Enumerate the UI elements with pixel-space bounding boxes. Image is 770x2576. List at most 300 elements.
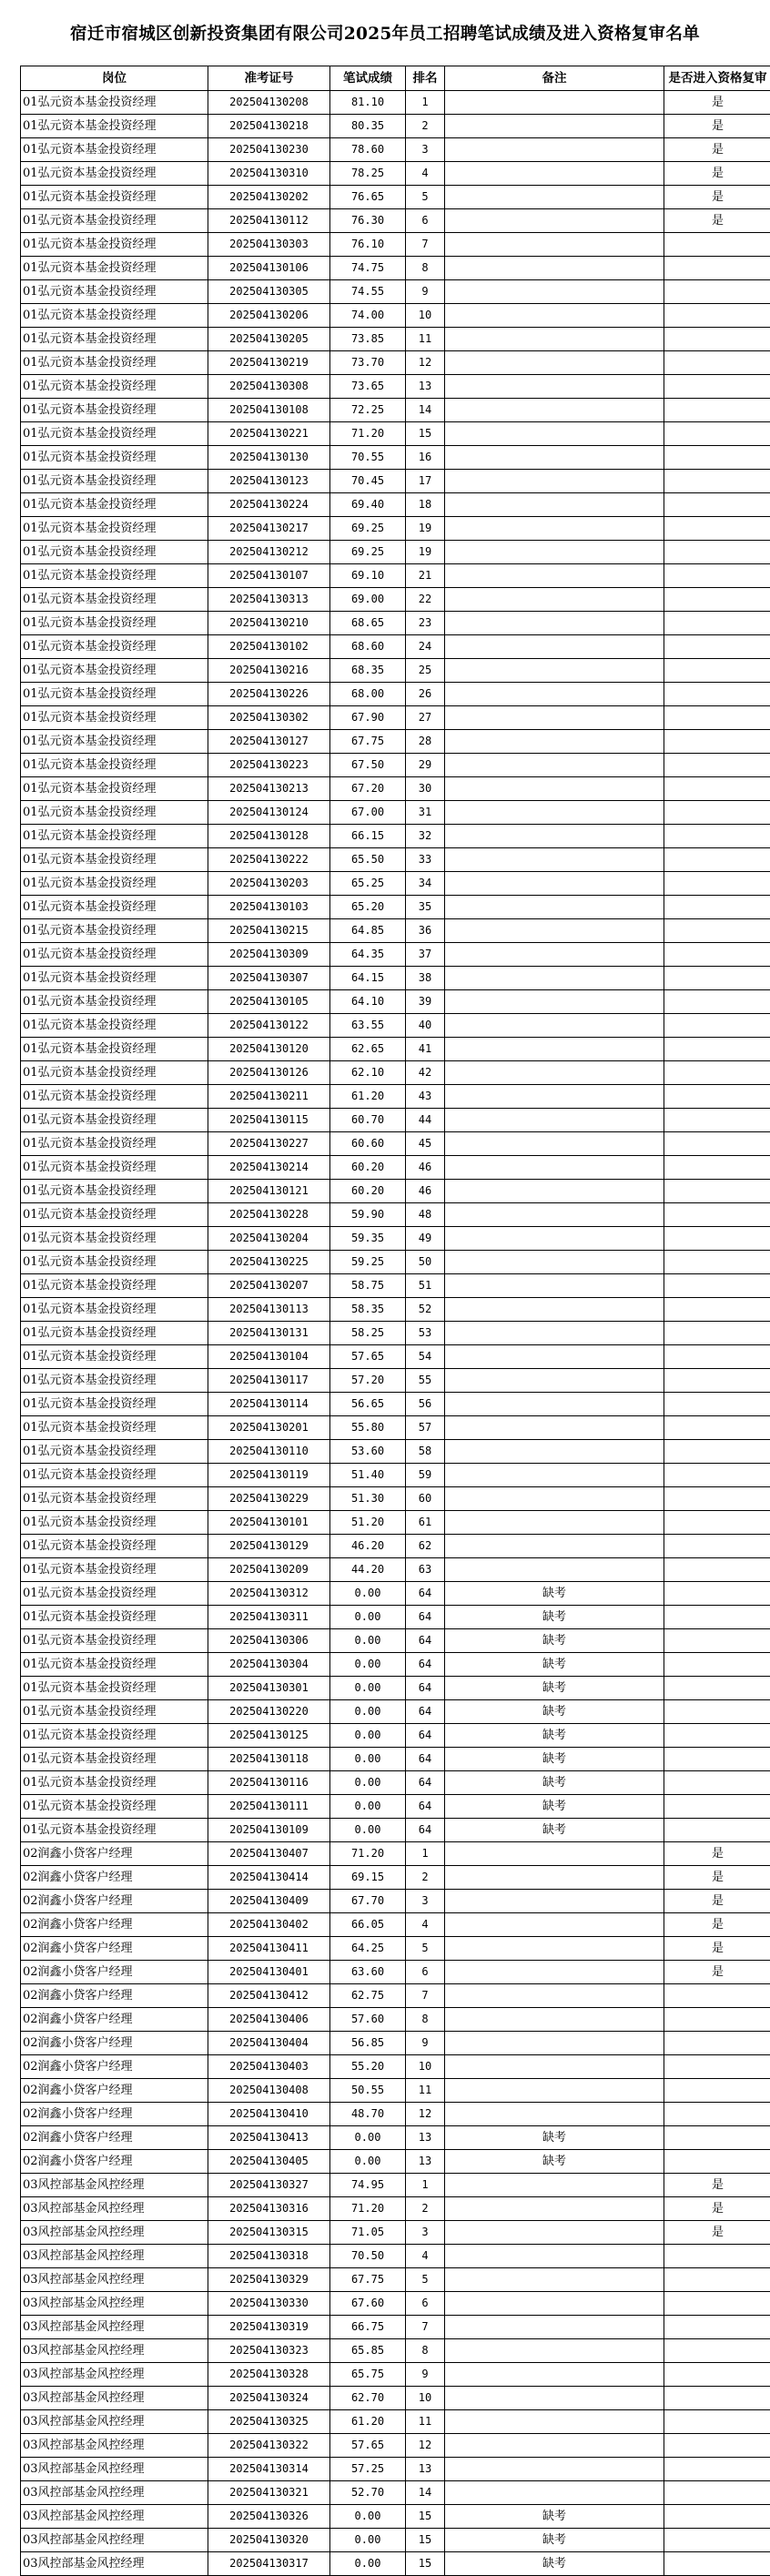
cell-qualified: 是 [664, 91, 770, 115]
cell-score: 59.35 [330, 1227, 406, 1251]
cell-position: 01弘元资本基金投资经理 [21, 1819, 208, 1842]
cell-qualified [664, 2103, 770, 2126]
table-row [21, 1677, 770, 1700]
cell-position: 01弘元资本基金投资经理 [21, 280, 208, 304]
cell-rank: 2 [406, 1866, 445, 1890]
table-row [21, 1819, 770, 1842]
cell-score: 0.00 [330, 2150, 406, 2174]
cell-qualified [664, 1227, 770, 1251]
cell-remarks [445, 730, 664, 754]
cell-qualified [664, 1606, 770, 1629]
cell-qualified [664, 2481, 770, 2505]
cell-score: 65.50 [330, 848, 406, 872]
cell-score: 66.75 [330, 2316, 406, 2339]
cell-position: 01弘元资本基金投资经理 [21, 1227, 208, 1251]
cell-remarks [445, 1203, 664, 1227]
cell-remarks [445, 659, 664, 683]
cell-score: 69.15 [330, 1866, 406, 1890]
cell-ticket-number: 202504130214 [208, 1156, 330, 1180]
cell-rank: 39 [406, 990, 445, 1014]
table-row [21, 1203, 770, 1227]
cell-position: 02润鑫小贷客户经理 [21, 1842, 208, 1866]
cell-qualified [664, 2292, 770, 2316]
cell-remarks [445, 990, 664, 1014]
cell-position: 01弘元资本基金投资经理 [21, 1700, 208, 1724]
cell-position: 02润鑫小贷客户经理 [21, 1984, 208, 2008]
cell-position: 01弘元资本基金投资经理 [21, 138, 208, 162]
cell-rank: 51 [406, 1274, 445, 1298]
cell-remarks: 缺考 [445, 1653, 664, 1677]
cell-remarks [445, 2339, 664, 2363]
cell-score: 73.65 [330, 375, 406, 399]
cell-score: 0.00 [330, 1653, 406, 1677]
cell-score: 0.00 [330, 1677, 406, 1700]
cell-qualified [664, 2079, 770, 2103]
cell-remarks: 缺考 [445, 1819, 664, 1842]
cell-ticket-number: 202504130405 [208, 2150, 330, 2174]
cell-remarks [445, 2197, 664, 2221]
cell-qualified [664, 919, 770, 943]
cell-rank: 60 [406, 1487, 445, 1511]
table-row [21, 2458, 770, 2481]
cell-qualified [664, 2434, 770, 2458]
table-row [21, 186, 770, 209]
table-row [21, 1393, 770, 1416]
cell-rank: 64 [406, 1771, 445, 1795]
cell-remarks [445, 541, 664, 564]
table-row [21, 2032, 770, 2055]
cell-qualified [664, 1298, 770, 1322]
cell-ticket-number: 202504130204 [208, 1227, 330, 1251]
cell-rank: 59 [406, 1464, 445, 1487]
cell-rank: 14 [406, 2481, 445, 2505]
table-row [21, 848, 770, 872]
table-row [21, 2529, 770, 2552]
cell-score: 60.20 [330, 1180, 406, 1203]
table-row [21, 564, 770, 588]
table-row [21, 91, 770, 115]
cell-ticket-number: 202504130407 [208, 1842, 330, 1866]
table-row [21, 872, 770, 896]
table-row [21, 2410, 770, 2434]
cell-score: 66.05 [330, 1913, 406, 1937]
cell-ticket-number: 202504130413 [208, 2126, 330, 2150]
cell-remarks: 缺考 [445, 1748, 664, 1771]
cell-ticket-number: 202504130122 [208, 1014, 330, 1038]
cell-position: 01弘元资本基金投资经理 [21, 233, 208, 257]
cell-score: 0.00 [330, 1724, 406, 1748]
cell-rank: 42 [406, 1061, 445, 1085]
cell-score: 0.00 [330, 1795, 406, 1819]
cell-position: 01弘元资本基金投资经理 [21, 1298, 208, 1322]
cell-remarks: 缺考 [445, 2150, 664, 2174]
table-row [21, 2481, 770, 2505]
cell-ticket-number: 202504130112 [208, 209, 330, 233]
cell-rank: 3 [406, 2221, 445, 2245]
cell-ticket-number: 202504130312 [208, 1582, 330, 1606]
cell-ticket-number: 202504130205 [208, 328, 330, 351]
cell-score: 68.00 [330, 683, 406, 706]
cell-position: 01弘元资本基金投资经理 [21, 1629, 208, 1653]
table-row [21, 1511, 770, 1535]
cell-qualified [664, 2505, 770, 2529]
cell-rank: 37 [406, 943, 445, 967]
cell-position: 01弘元资本基金投资经理 [21, 1606, 208, 1629]
cell-score: 44.20 [330, 1558, 406, 1582]
cell-position: 01弘元资本基金投资经理 [21, 91, 208, 115]
cell-rank: 53 [406, 1322, 445, 1345]
cell-position: 03风控部基金风控经理 [21, 2529, 208, 2552]
cell-ticket-number: 202504130310 [208, 162, 330, 186]
cell-score: 67.60 [330, 2292, 406, 2316]
cell-qualified [664, 1984, 770, 2008]
cell-rank: 12 [406, 351, 445, 375]
cell-ticket-number: 202504130410 [208, 2103, 330, 2126]
cell-score: 0.00 [330, 2552, 406, 2576]
cell-qualified [664, 328, 770, 351]
table-row [21, 1416, 770, 1440]
cell-qualified [664, 635, 770, 659]
table-body [21, 91, 770, 2576]
cell-rank: 4 [406, 162, 445, 186]
cell-score: 56.65 [330, 1393, 406, 1416]
cell-score: 69.25 [330, 517, 406, 541]
cell-rank: 7 [406, 2316, 445, 2339]
cell-ticket-number: 202504130224 [208, 493, 330, 517]
cell-qualified [664, 280, 770, 304]
cell-ticket-number: 202504130118 [208, 1748, 330, 1771]
table-row [21, 2174, 770, 2197]
table-row [21, 470, 770, 493]
cell-ticket-number: 202504130304 [208, 1653, 330, 1677]
cell-score: 57.25 [330, 2458, 406, 2481]
cell-score: 0.00 [330, 2505, 406, 2529]
cell-position: 01弘元资本基金投资经理 [21, 896, 208, 919]
table-row [21, 1700, 770, 1724]
cell-ticket-number: 202504130225 [208, 1251, 330, 1274]
cell-ticket-number: 202504130103 [208, 896, 330, 919]
cell-remarks [445, 422, 664, 446]
table-row [21, 1322, 770, 1345]
cell-ticket-number: 202504130114 [208, 1393, 330, 1416]
cell-rank: 11 [406, 2410, 445, 2434]
cell-qualified: 是 [664, 115, 770, 138]
cell-score: 71.20 [330, 2197, 406, 2221]
cell-score: 57.65 [330, 2434, 406, 2458]
cell-remarks [445, 1511, 664, 1535]
cell-ticket-number: 202504130315 [208, 2221, 330, 2245]
cell-qualified [664, 1771, 770, 1795]
cell-position: 01弘元资本基金投资经理 [21, 588, 208, 612]
header-qualified: 是否进入资格复审 [664, 66, 770, 91]
cell-position: 03风控部基金风控经理 [21, 2552, 208, 2576]
table-row [21, 919, 770, 943]
cell-rank: 64 [406, 1724, 445, 1748]
cell-qualified: 是 [664, 186, 770, 209]
table-row [21, 967, 770, 990]
table-row [21, 943, 770, 967]
cell-remarks [445, 2316, 664, 2339]
cell-position: 01弘元资本基金投资经理 [21, 872, 208, 896]
cell-rank: 8 [406, 2339, 445, 2363]
cell-qualified [664, 896, 770, 919]
cell-score: 62.70 [330, 2387, 406, 2410]
cell-qualified [664, 1014, 770, 1038]
cell-position: 01弘元资本基金投资经理 [21, 257, 208, 280]
cell-ticket-number: 202504130325 [208, 2410, 330, 2434]
cell-qualified [664, 1109, 770, 1132]
table-row [21, 2387, 770, 2410]
cell-ticket-number: 202504130113 [208, 1298, 330, 1322]
cell-rank: 48 [406, 1203, 445, 1227]
cell-ticket-number: 202504130222 [208, 848, 330, 872]
cell-ticket-number: 202504130212 [208, 541, 330, 564]
table-row [21, 896, 770, 919]
cell-score: 69.25 [330, 541, 406, 564]
cell-position: 03风控部基金风控经理 [21, 2410, 208, 2434]
cell-score: 65.25 [330, 872, 406, 896]
table-row [21, 517, 770, 541]
cell-qualified: 是 [664, 1913, 770, 1937]
document-title: 宿迁市宿城区创新投资集团有限公司2025年员工招聘笔试成绩及进入资格复审名单 [0, 0, 770, 66]
table-row [21, 1180, 770, 1203]
cell-qualified [664, 943, 770, 967]
cell-rank: 31 [406, 801, 445, 825]
table-row [21, 304, 770, 328]
cell-ticket-number: 202504130229 [208, 1487, 330, 1511]
cell-rank: 4 [406, 1913, 445, 1937]
cell-score: 64.35 [330, 943, 406, 967]
cell-rank: 15 [406, 2505, 445, 2529]
cell-ticket-number: 202504130228 [208, 1203, 330, 1227]
cell-remarks [445, 257, 664, 280]
cell-remarks: 缺考 [445, 2529, 664, 2552]
cell-position: 01弘元资本基金投资经理 [21, 683, 208, 706]
cell-rank: 45 [406, 1132, 445, 1156]
cell-rank: 9 [406, 2032, 445, 2055]
cell-ticket-number: 202504130408 [208, 2079, 330, 2103]
cell-ticket-number: 202504130126 [208, 1061, 330, 1085]
cell-position: 01弘元资本基金投资经理 [21, 1748, 208, 1771]
cell-score: 62.75 [330, 1984, 406, 2008]
cell-remarks [445, 233, 664, 257]
cell-score: 80.35 [330, 115, 406, 138]
table-row [21, 990, 770, 1014]
cell-qualified [664, 1677, 770, 1700]
table-row [21, 683, 770, 706]
cell-remarks [445, 1180, 664, 1203]
cell-position: 01弘元资本基金投资经理 [21, 564, 208, 588]
cell-remarks [445, 1109, 664, 1132]
cell-rank: 54 [406, 1345, 445, 1369]
cell-ticket-number: 202504130318 [208, 2245, 330, 2268]
cell-score: 81.10 [330, 91, 406, 115]
cell-score: 76.30 [330, 209, 406, 233]
table-row [21, 1487, 770, 1511]
cell-qualified [664, 801, 770, 825]
cell-score: 67.20 [330, 777, 406, 801]
cell-qualified [664, 2339, 770, 2363]
cell-remarks [445, 328, 664, 351]
cell-ticket-number: 202504130302 [208, 706, 330, 730]
cell-rank: 64 [406, 1795, 445, 1819]
cell-ticket-number: 202504130109 [208, 1819, 330, 1842]
cell-remarks [445, 1369, 664, 1393]
cell-ticket-number: 202504130230 [208, 138, 330, 162]
cell-score: 74.55 [330, 280, 406, 304]
cell-qualified [664, 825, 770, 848]
cell-qualified [664, 2055, 770, 2079]
cell-qualified: 是 [664, 162, 770, 186]
table-row [21, 1061, 770, 1085]
table-row [21, 1748, 770, 1771]
cell-qualified [664, 399, 770, 422]
cell-position: 01弘元资本基金投资经理 [21, 1345, 208, 1369]
cell-qualified [664, 1251, 770, 1274]
cell-qualified [664, 422, 770, 446]
cell-qualified [664, 541, 770, 564]
cell-qualified [664, 517, 770, 541]
cell-remarks [445, 706, 664, 730]
cell-score: 51.40 [330, 1464, 406, 1487]
cell-remarks [445, 2032, 664, 2055]
table-row [21, 280, 770, 304]
cell-position: 03风控部基金风控经理 [21, 2363, 208, 2387]
cell-position: 03风控部基金风控经理 [21, 2245, 208, 2268]
cell-ticket-number: 202504130414 [208, 1866, 330, 1890]
cell-remarks [445, 1440, 664, 1464]
cell-rank: 1 [406, 91, 445, 115]
cell-remarks [445, 2481, 664, 2505]
cell-ticket-number: 202504130308 [208, 375, 330, 399]
cell-score: 62.10 [330, 1061, 406, 1085]
cell-score: 74.00 [330, 304, 406, 328]
cell-qualified [664, 1511, 770, 1535]
cell-position: 02润鑫小贷客户经理 [21, 2032, 208, 2055]
cell-qualified [664, 990, 770, 1014]
cell-position: 01弘元资本基金投资经理 [21, 777, 208, 801]
cell-ticket-number: 202504130104 [208, 1345, 330, 1369]
cell-rank: 8 [406, 2008, 445, 2032]
cell-remarks [445, 2174, 664, 2197]
cell-rank: 64 [406, 1748, 445, 1771]
cell-ticket-number: 202504130402 [208, 1913, 330, 1937]
cell-position: 01弘元资本基金投资经理 [21, 517, 208, 541]
cell-position: 01弘元资本基金投资经理 [21, 967, 208, 990]
table-row [21, 2363, 770, 2387]
table-row [21, 328, 770, 351]
cell-rank: 46 [406, 1180, 445, 1203]
cell-position: 01弘元资本基金投资经理 [21, 919, 208, 943]
cell-remarks [445, 304, 664, 328]
cell-rank: 14 [406, 399, 445, 422]
cell-qualified [664, 1558, 770, 1582]
cell-ticket-number: 202504130116 [208, 1771, 330, 1795]
cell-ticket-number: 202504130404 [208, 2032, 330, 2055]
cell-position: 01弘元资本基金投资经理 [21, 1677, 208, 1700]
cell-ticket-number: 202504130108 [208, 399, 330, 422]
cell-rank: 35 [406, 896, 445, 919]
cell-qualified: 是 [664, 209, 770, 233]
cell-qualified [664, 2363, 770, 2387]
table-row [21, 1014, 770, 1038]
cell-ticket-number: 202504130309 [208, 943, 330, 967]
cell-rank: 62 [406, 1535, 445, 1558]
cell-qualified [664, 2410, 770, 2434]
cell-rank: 11 [406, 328, 445, 351]
cell-ticket-number: 202504130120 [208, 1038, 330, 1061]
cell-position: 01弘元资本基金投资经理 [21, 422, 208, 446]
cell-position: 01弘元资本基金投资经理 [21, 1724, 208, 1748]
cell-remarks: 缺考 [445, 2126, 664, 2150]
cell-ticket-number: 202504130227 [208, 1132, 330, 1156]
cell-score: 60.60 [330, 1132, 406, 1156]
cell-position: 01弘元资本基金投资经理 [21, 209, 208, 233]
cell-ticket-number: 202504130130 [208, 446, 330, 470]
cell-score: 51.20 [330, 1511, 406, 1535]
table-row [21, 706, 770, 730]
table-row [21, 1535, 770, 1558]
cell-position: 01弘元资本基金投资经理 [21, 730, 208, 754]
cell-ticket-number: 202504130216 [208, 659, 330, 683]
cell-rank: 13 [406, 2126, 445, 2150]
cell-qualified [664, 730, 770, 754]
cell-ticket-number: 202504130101 [208, 1511, 330, 1535]
cell-ticket-number: 202504130301 [208, 1677, 330, 1700]
cell-rank: 36 [406, 919, 445, 943]
cell-remarks [445, 1085, 664, 1109]
cell-qualified [664, 1132, 770, 1156]
cell-score: 70.55 [330, 446, 406, 470]
cell-rank: 21 [406, 564, 445, 588]
cell-position: 01弘元资本基金投资经理 [21, 162, 208, 186]
cell-ticket-number: 202504130115 [208, 1109, 330, 1132]
cell-qualified [664, 659, 770, 683]
cell-remarks [445, 564, 664, 588]
cell-remarks [445, 1298, 664, 1322]
cell-ticket-number: 202504130320 [208, 2529, 330, 2552]
cell-score: 52.70 [330, 2481, 406, 2505]
cell-rank: 4 [406, 2245, 445, 2268]
cell-position: 01弘元资本基金投资经理 [21, 1393, 208, 1416]
table-row [21, 2221, 770, 2245]
cell-score: 61.20 [330, 1085, 406, 1109]
cell-position: 01弘元资本基金投资经理 [21, 754, 208, 777]
cell-ticket-number: 202504130218 [208, 115, 330, 138]
cell-qualified [664, 351, 770, 375]
cell-score: 61.20 [330, 2410, 406, 2434]
cell-score: 57.65 [330, 1345, 406, 1369]
cell-remarks [445, 399, 664, 422]
cell-position: 01弘元资本基金投资经理 [21, 1251, 208, 1274]
cell-ticket-number: 202504130317 [208, 2552, 330, 2576]
cell-position: 01弘元资本基金投资经理 [21, 1416, 208, 1440]
cell-ticket-number: 202504130311 [208, 1606, 330, 1629]
cell-remarks [445, 683, 664, 706]
table-row [21, 446, 770, 470]
table-row [21, 1961, 770, 1984]
cell-remarks [445, 588, 664, 612]
cell-rank: 33 [406, 848, 445, 872]
cell-rank: 16 [406, 446, 445, 470]
cell-qualified: 是 [664, 1842, 770, 1866]
cell-qualified [664, 1274, 770, 1298]
cell-ticket-number: 202504130305 [208, 280, 330, 304]
cell-ticket-number: 202504130409 [208, 1890, 330, 1913]
cell-score: 60.70 [330, 1109, 406, 1132]
cell-position: 01弘元资本基金投资经理 [21, 541, 208, 564]
cell-score: 57.20 [330, 1369, 406, 1393]
